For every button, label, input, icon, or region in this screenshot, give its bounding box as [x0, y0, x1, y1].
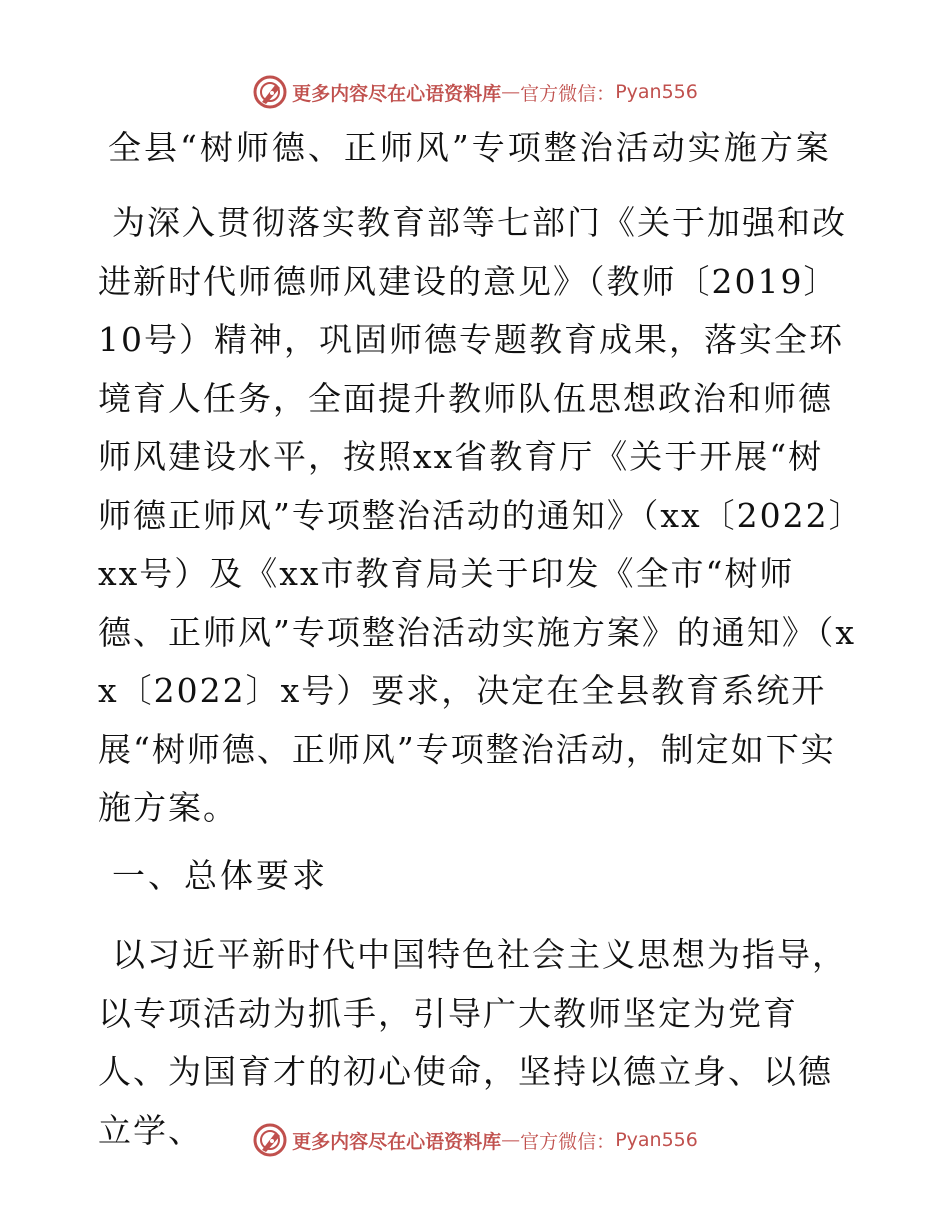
watermark-main-text: 更多内容尽在心语资料库: [292, 82, 502, 105]
document-title: 全县“树师德、正师风”专项整治活动实施方案: [108, 128, 832, 167]
section-paragraph: 以习近平新时代中国特色社会主义思想为指导，以专项活动为抓手，引导广大教师坚定为党育人、为国育才的初心使命，坚持以德立身、以德立学、: [98, 935, 847, 1150]
watermark-wechat-label: 官方微信：: [520, 82, 616, 105]
watermark-dash: —: [501, 1129, 521, 1151]
watermark-main-text: 更多内容尽在心语资料库: [292, 1130, 502, 1153]
section-heading-general-requirements: 一、总体要求: [112, 856, 328, 895]
watermark-footer: [0, 1120, 950, 1160]
pen-nib-circle-icon: [252, 74, 288, 110]
watermark-dash: —: [501, 81, 521, 103]
watermark-wechat-label: 官方微信：: [520, 1130, 616, 1153]
watermark-header: [0, 72, 950, 112]
intro-paragraph: 为深入贯彻落实教育部等七部门《关于加强和改进新时代师德师风建设的意见》（教师〔2019〕10号）精神，巩固师德专题教育成果，落实全环境育人任务，全面提升教师队伍思想政治和师德师风建设水平，按照xx省教育厅《关于开展“树师德正师风”专项整治活动的通知》（xx〔2022〕xx号）及《xx市教育局关于印发《全市“树师德、正师风”专项整治活动实施方案》的通知》（xx〔2022〕x号）要求，决定在全县教育系统开展“树师德、正师风”专项整治活动，制定如下实施方案。: [98, 203, 856, 827]
watermark-wechat-id: Pyan556: [615, 1129, 698, 1151]
watermark-wechat-id: Pyan556: [615, 81, 698, 103]
pen-nib-circle-icon: [252, 1122, 288, 1158]
